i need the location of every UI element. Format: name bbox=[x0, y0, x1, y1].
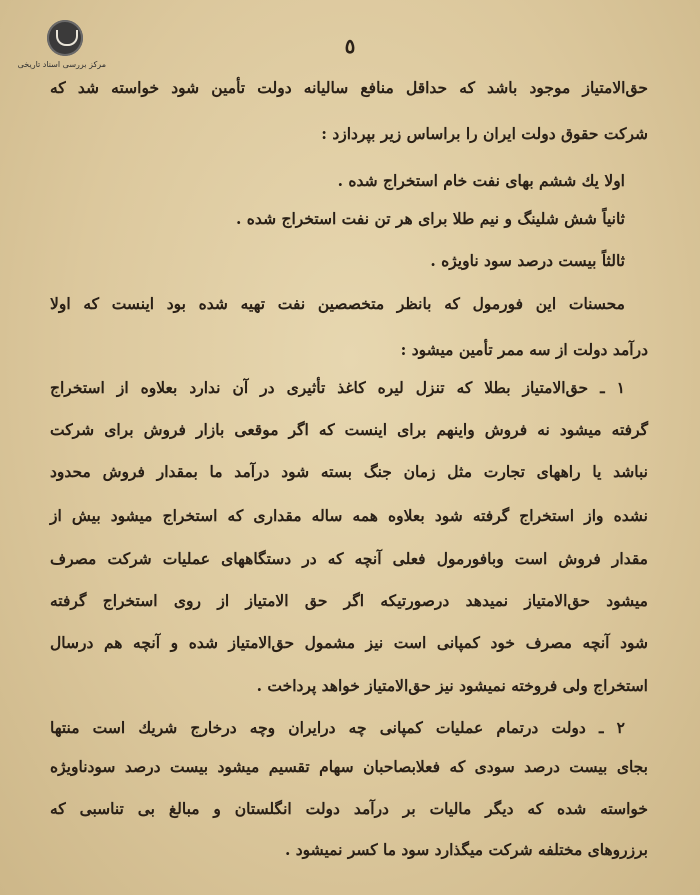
text-line: گرفته میشود نه فروش واینهم برای اینست که اگر موقعی بازار فروش برای شرکت bbox=[50, 420, 648, 439]
text-line: ۲ ـ دولت درتمام عملیات کمپانی چه درایران وچه درخارج شریك است منتها bbox=[50, 718, 625, 737]
text-line: ثانیاً شش شلینگ و نیم طلا برای هر تن نفت استخراج شده . bbox=[236, 209, 625, 228]
text-line: ثالثاً بیست درصد سود ناویژه . bbox=[430, 251, 625, 270]
text-line: درآمد دولت از سه ممر تأمین میشود : bbox=[400, 340, 648, 359]
text-line: نباشد یا راههای تجارت مثل زمان جنگ بسته شود درآمد ما بمقدار فروش محدود bbox=[50, 462, 648, 481]
text-line: اولا یك ششم بهای نفت خام استخراج شده . bbox=[337, 171, 625, 190]
text-line: ۱ ـ حق‌الامتیاز بطلا که تنزل لیره کاغذ تأثیری در آن ندارد بعلاوه از استخراج bbox=[50, 378, 625, 397]
logo-caption: مرکز بررسی اسناد تاریخی bbox=[17, 60, 106, 69]
text-line: محسنات این فورمول که بانظر متخصصین نفت تهیه شده بود اینست که اولا bbox=[50, 294, 625, 313]
text-line: حق‌الامتیاز موجود باشد که حداقل منافع سالیانه دولت تأمین شود خواسته شد که bbox=[50, 78, 648, 97]
text-line: نشده واز استخراج گرفته شود بعلاوه همه ساله مقداری که استخراج میشود بیش از bbox=[50, 506, 648, 525]
text-line: شود آنچه مصرف خود کمپانی است نیز مشمول حق‌الامتیاز شده و آنچه هم درسال bbox=[50, 633, 648, 652]
text-line: استخراج ولی فروخته نمیشود نیز حق‌الامتیاز خواهد پرداخت . bbox=[256, 676, 648, 695]
text-line: مقدار فروش است وبافورمول فعلی آنچه که در دستگاههای عملیات شرکت مصرف bbox=[50, 549, 648, 568]
text-line: بجای بیست درصد سودی که فعلابصاحبان سهام تقسیم میشود بیست درصد سودناویژه bbox=[50, 757, 648, 776]
text-line: شرکت حقوق دولت ایران را براساس زیر بپردازد : bbox=[321, 124, 648, 143]
text-line: میشود حق‌الامتیاز نمیدهد درصورتیکه اگر حق الامتیاز از روی استخراج گرفته bbox=[50, 591, 648, 610]
text-line: خواسته شده که دیگر مالیات بر درآمد دولت انگلستان و مبالغ بی تناسبی که bbox=[50, 799, 648, 818]
text-line: برزروهای مختلفه شرکت میگذارد سود ما کسر نمیشود . bbox=[284, 840, 648, 859]
page-number: ٥ bbox=[344, 34, 356, 58]
